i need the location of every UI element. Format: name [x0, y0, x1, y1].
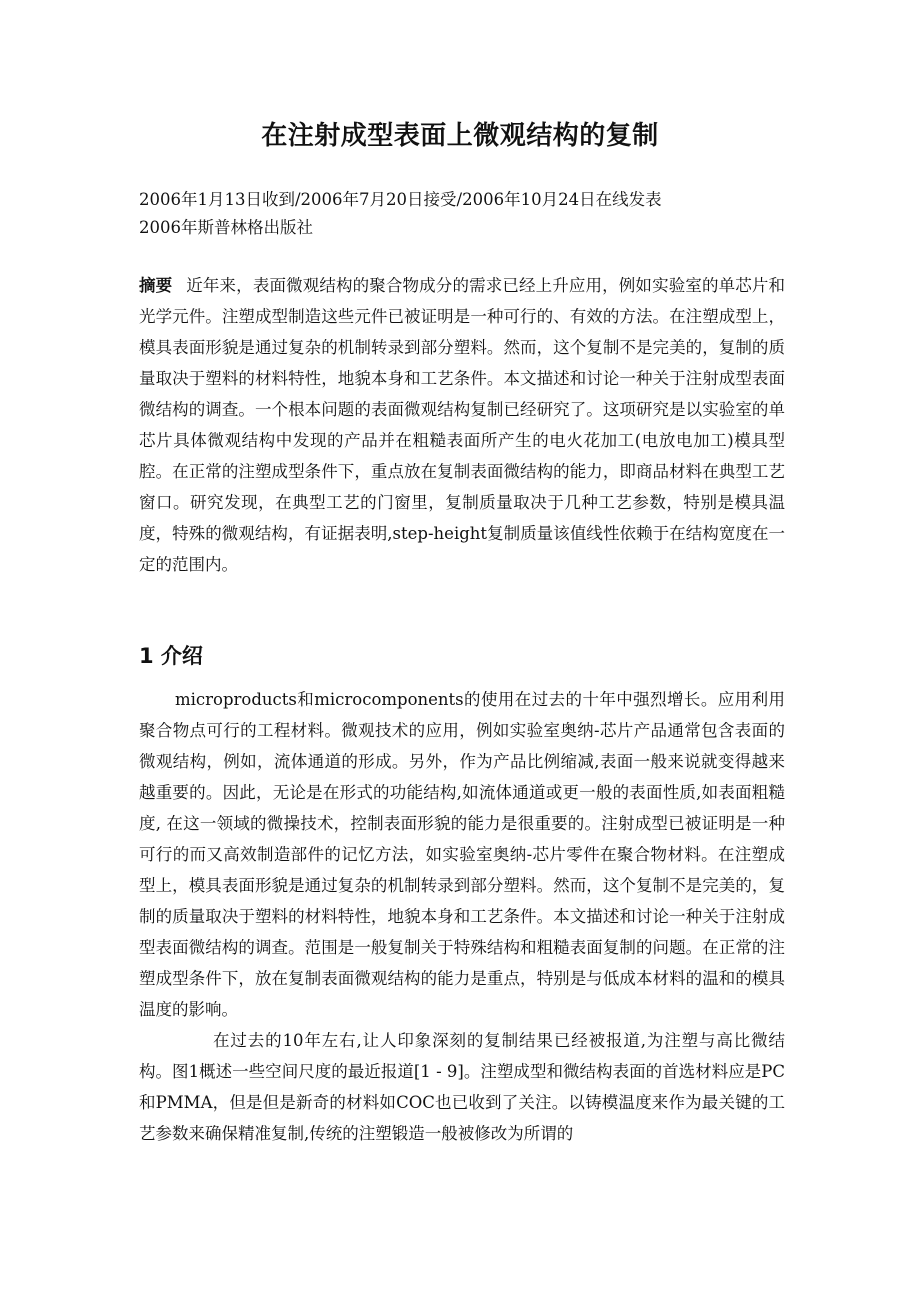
received-dates-line: 2006年1月13日收到/2006年7月20日接受/2006年10月24日在线发表 — [139, 190, 662, 209]
introduction-body — [139, 684, 785, 1149]
abstract-label: 摘要 — [139, 276, 173, 295]
abstract-text: 近年来，表面微观结构的聚合物成分的需求已经上升应用，例如实验室的单芯片和光学元件。注塑成型制造这些元件已被证明是一种可行的、有效的方法。在注塑成型上，模具表面形貌是通过复杂的机制转录到部分塑料。然而，这个复制不是完美的，复制的质量取决于塑料的材料特性，地貌本身和工艺条件。本文描述和讨论一种关于注射成型表面微结构的调查。一个根本问题的表面微观结构复制已经研究了。这项研究是以实验室的单芯片具体微观结构中发现的产品并在粗糙表面所产生的电火花加工(电放电加工)模具型腔。在正常的注塑成型条件下，重点放在复制表面微结构的能力，即商品材料在典型工艺窗口。研究发现，在典型工艺的门窗里，复制质量取决于几种工艺参数，特别是模具温度，特殊的微观结构，有证据表明,step-height复制质量该值线性依赖于在结构宽度在一定的范围内。 — [139, 276, 786, 574]
publication-info — [139, 186, 799, 242]
introduction-paragraph-1: microproducts和microcomponents的使用在过去的十年中强烈增长。应用利用聚合物点可行的工程材料。微观技术的应用，例如实验室奥纳-芯片产品通常包含表面的微观结构，例如，流体通道的形成。另外，作为产品比例缩减,表面一般来说就变得越来越重要的。因此，无论是在形式的功能结构,如流体通道或更一般的表面性质,如表面粗糙度, 在这一领域的微操技术，控制表面形貌的能力是很重要的。注射成型已被证明是一种可行的而又高效制造部件的记忆方法，如实验室奥纳-芯片零件在聚合物材料。在注塑成型上，模具表面形貌是通过复杂的机制转录到部分塑料。然而，这个复制不是完美的，复制的质量取决于塑料的材料特性，地貌本身和工艺条件。本文描述和讨论一种关于注射成型表面微结构的调查。范围是一般复制关于特殊结构和粗糙表面复制的问题。在正常的注塑成型条件下，放在复制表面微观结构的能力是重点，特别是与低成本材料的温和的模具温度的影响。 — [139, 690, 785, 1019]
section-heading-introduction: 1 介绍 — [139, 644, 203, 668]
introduction-paragraph-2: 在过去的10年左右,让人印象深刻的复制结果已经被报道,为注塑与高比微结构。图1概述一些空间尺度的最近报道[1 - 9]。注塑成型和微结构表面的首选材料应是PC和PMMA，但是但是新奇的材料如COC也已收到了关注。以铸模温度来作为最关键的工艺参数来确保精准复制,传统的注塑锻造一般被修改为所谓的 — [139, 1031, 785, 1143]
publisher-line: 2006年斯普林格出版社 — [139, 218, 313, 237]
abstract-block — [139, 270, 785, 580]
document-title: 在注射成型表面上微观结构的复制 — [261, 121, 659, 151]
